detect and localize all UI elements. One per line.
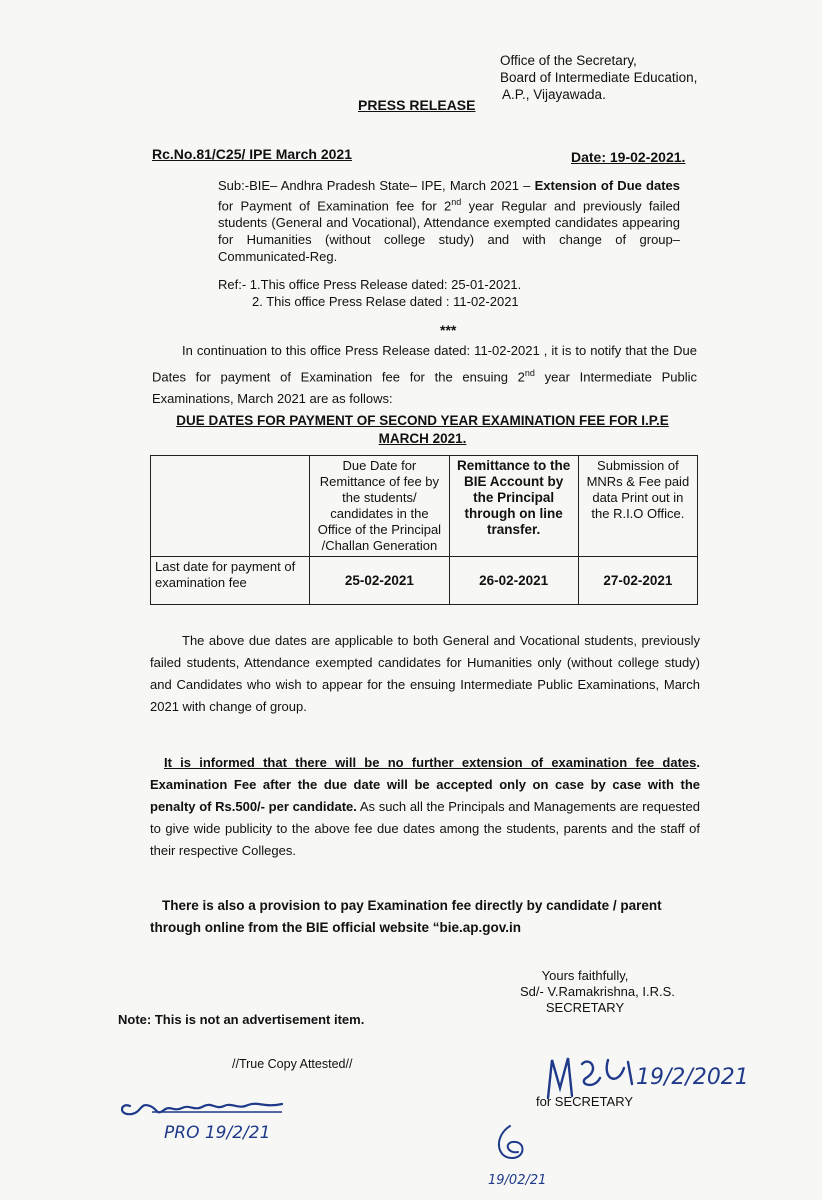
closing-block: [520, 968, 675, 1016]
subject-prefix: Sub:-BIE– Andhra Pradesh State– IPE, March 2021 –: [218, 178, 531, 193]
subject-sup: nd: [451, 197, 462, 207]
initials-date: 19/02/21: [488, 1173, 547, 1188]
attestation-signature: [112, 1072, 302, 1152]
closing-line-2: Sd/- V.Ramakrishna, I.R.S.: [520, 984, 675, 999]
intro-a: In continuation to this office Press Release dated: 11-02-2021 , it is to notify that the Due Dates for payment of Examination fee for the ensuing 2: [152, 343, 697, 385]
secretary-signature-date: 19/2/2021: [636, 1065, 749, 1090]
penalty-text: . Examination Fee after the due date will be accepted only on case by case with the penalty of Rs.500/- per candidate.: [150, 755, 700, 814]
publicity-text: As such all the Principals and Managements are requested to give wide publicity to the above fee due dates among the students, parents and the staff of their respective Colleges.: [150, 799, 700, 858]
office-line-3: A.P., Vijayawada.: [502, 87, 606, 102]
table-header-row: [151, 456, 698, 557]
document-title: PRESS RELEASE: [358, 97, 476, 113]
document-date: Date: 19-02-2021.: [571, 149, 686, 165]
no-extension-paragraph: [150, 752, 700, 862]
closing-line-3: SECRETARY: [545, 1000, 625, 1015]
online-payment-paragraph: [150, 895, 700, 939]
reference-number: Rc.No.81/C25/ IPE March 2021: [152, 146, 352, 162]
closing-line-1: Yours faithfully,: [541, 968, 629, 983]
office-line-1: Office of the Secretary,: [500, 53, 637, 68]
table-heading: DUE DATES FOR PAYMENT OF SECOND YEAR EXAMINATION FEE FOR I.P.E MARCH 2021.: [176, 413, 669, 446]
reference-2: 2. This office Press Relase dated : 11-02-2021: [252, 294, 519, 309]
online-payment-text: There is also a provision to pay Examination fee directly by candidate / parent through online from the BIE official website “bie.ap.gov.in: [150, 898, 662, 935]
intro-sup: nd: [524, 368, 535, 378]
table-header-cell: Remittance to the BIE Account by the Principal through on line transfer.: [449, 456, 578, 557]
initials-signature: [482, 1118, 562, 1194]
subject-rest-a: for Payment of Examination fee for 2: [218, 198, 452, 214]
table-row-label: Last date for payment of examination fee: [151, 557, 310, 605]
office-line-2: Board of Intermediate Education,: [500, 70, 698, 85]
table-header-cell: Due Date for Remittance of fee by the students/ candidates in the Office of the Principal /Challan Generation: [310, 456, 449, 557]
subject-paragraph: [218, 177, 680, 265]
table-header-cell-empty: [151, 456, 310, 557]
separator: ***: [440, 322, 457, 338]
intro-paragraph: [152, 340, 697, 410]
true-copy-attested: //True Copy Attested//: [232, 1057, 353, 1071]
table-cell-date: 25-02-2021: [310, 557, 449, 605]
table-cell-date: 26-02-2021: [449, 557, 578, 605]
for-secretary: for SECRETARY: [536, 1094, 634, 1109]
table-row: [151, 557, 698, 605]
no-extension-underlined: It is informed that there will be no further extension of examination fee dates: [164, 755, 697, 770]
attestation-signature-caption: PRO 19/2/21: [164, 1123, 271, 1143]
intro-b: year Intermediate Public Examinations, March 2021 are as follows:: [152, 369, 697, 407]
note: Note: This is not an advertisement item.: [118, 1012, 365, 1027]
reference-1: Ref:- 1.This office Press Release dated: 25-01-2021.: [218, 277, 522, 292]
table-cell-date: 27-02-2021: [578, 557, 697, 605]
references: [218, 276, 521, 310]
office-address: [500, 52, 760, 103]
subject-bold: Extension of Due dates: [534, 178, 680, 193]
subject-rest-b: year Regular and previously failed students (General and Vocational), Attendance exempted candidates appearing for Humanities (without college study) and with change of group– Communicated-Reg.: [218, 198, 680, 265]
applicability-text: The above due dates are applicable to both General and Vocational students, previously failed students, Attendance exempted candidates for Humanities only (without college study) and Candidates who wish to appear for the ensuing Intermediate Public Examinations, March 2021 with change of group.: [150, 633, 700, 714]
table-header-cell: Submission of MNRs & Fee paid data Print out in the R.I.O Office.: [578, 456, 697, 557]
applicability-paragraph: [150, 630, 700, 718]
due-dates-table: [150, 455, 698, 605]
